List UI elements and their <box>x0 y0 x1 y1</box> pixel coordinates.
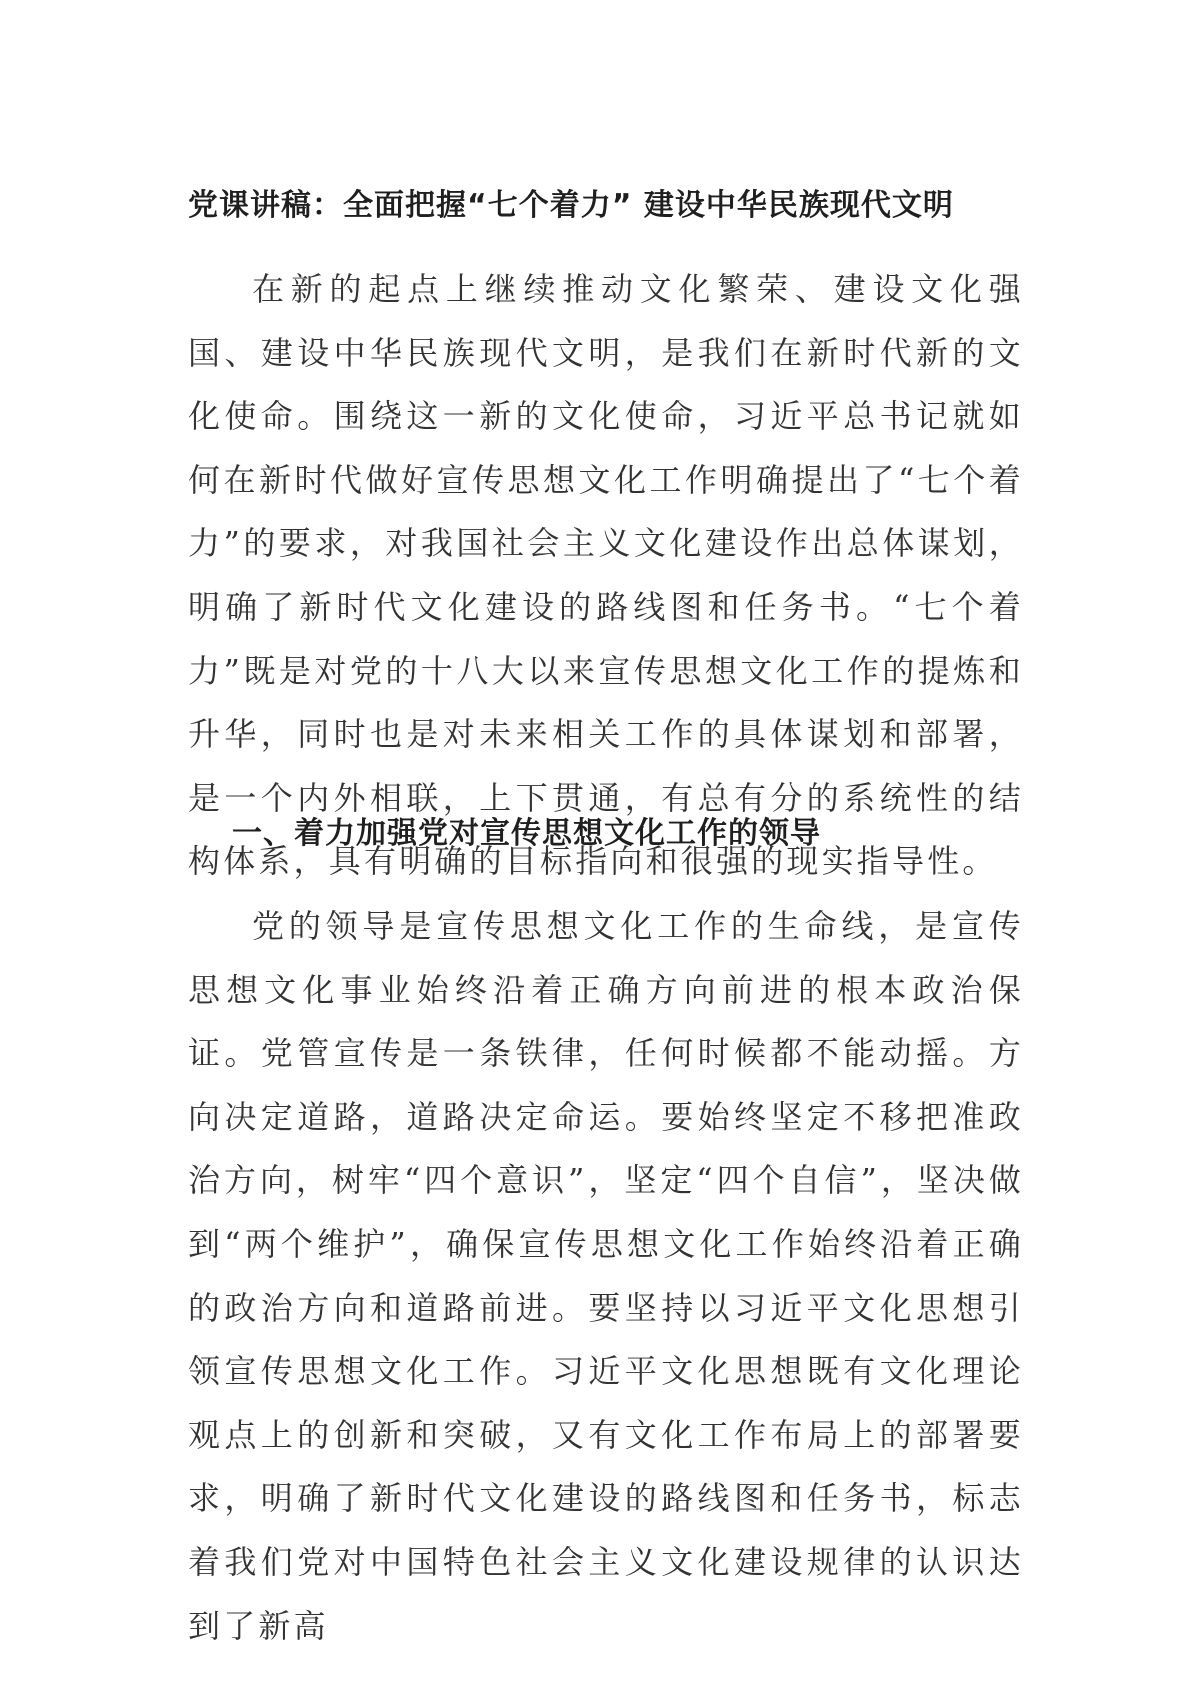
document-title: 党课讲稿：全面把握“七个着力” 建设中华民族现代文明 <box>188 188 954 223</box>
paragraph-intro: 在新的起点上继续推动文化繁荣、建设文化强国、建设中华民族现代文明，是我们在新时代新的文化使命。围绕这一新的文化使命，习近平总书记就如何在新时代做好宣传思想文化工作明确提出了“七个着力”的要求，对我国社会主义文化建设作出总体谋划，明确了新时代文化建设的路线图和任务书。“七个着力”既是对党的十八大以来宣传思想文化工作的提炼和升华，同时也是对未来相关工作的具体谋划和部署，是一个内外相联，上下贯通，有总有分的系统性的结构体系，具有明确的目标指向和很强的现实指导性。 <box>188 270 1024 881</box>
paragraph-section-1: 党的领导是宣传思想文化工作的生命线，是宣传思想文化事业始终沿着正确方向前进的根本政治保证。党管宣传是一条铁律，任何时候都不能动摇。方向决定道路，道路决定命运。要始终坚定不移把准政治方向，树牢“四个意识”，坚定“四个自信”，坚决做到“两个维护”，确保宣传思想文化工作始终沿着正确的政治方向和道路前进。要坚持以习近平文化思想引领宣传思想文化工作。习近平文化思想既有文化理论观点上的创新和突破，又有文化工作布局上的部署要求，明确了新时代文化建设的路线图和任务书，标志着我们党对中国特色社会主义文化建设规律的认识达到了新高 <box>188 907 1024 1645</box>
section-heading-1: 一、着力加强党对宣传思想文化工作的领导 <box>232 816 821 851</box>
